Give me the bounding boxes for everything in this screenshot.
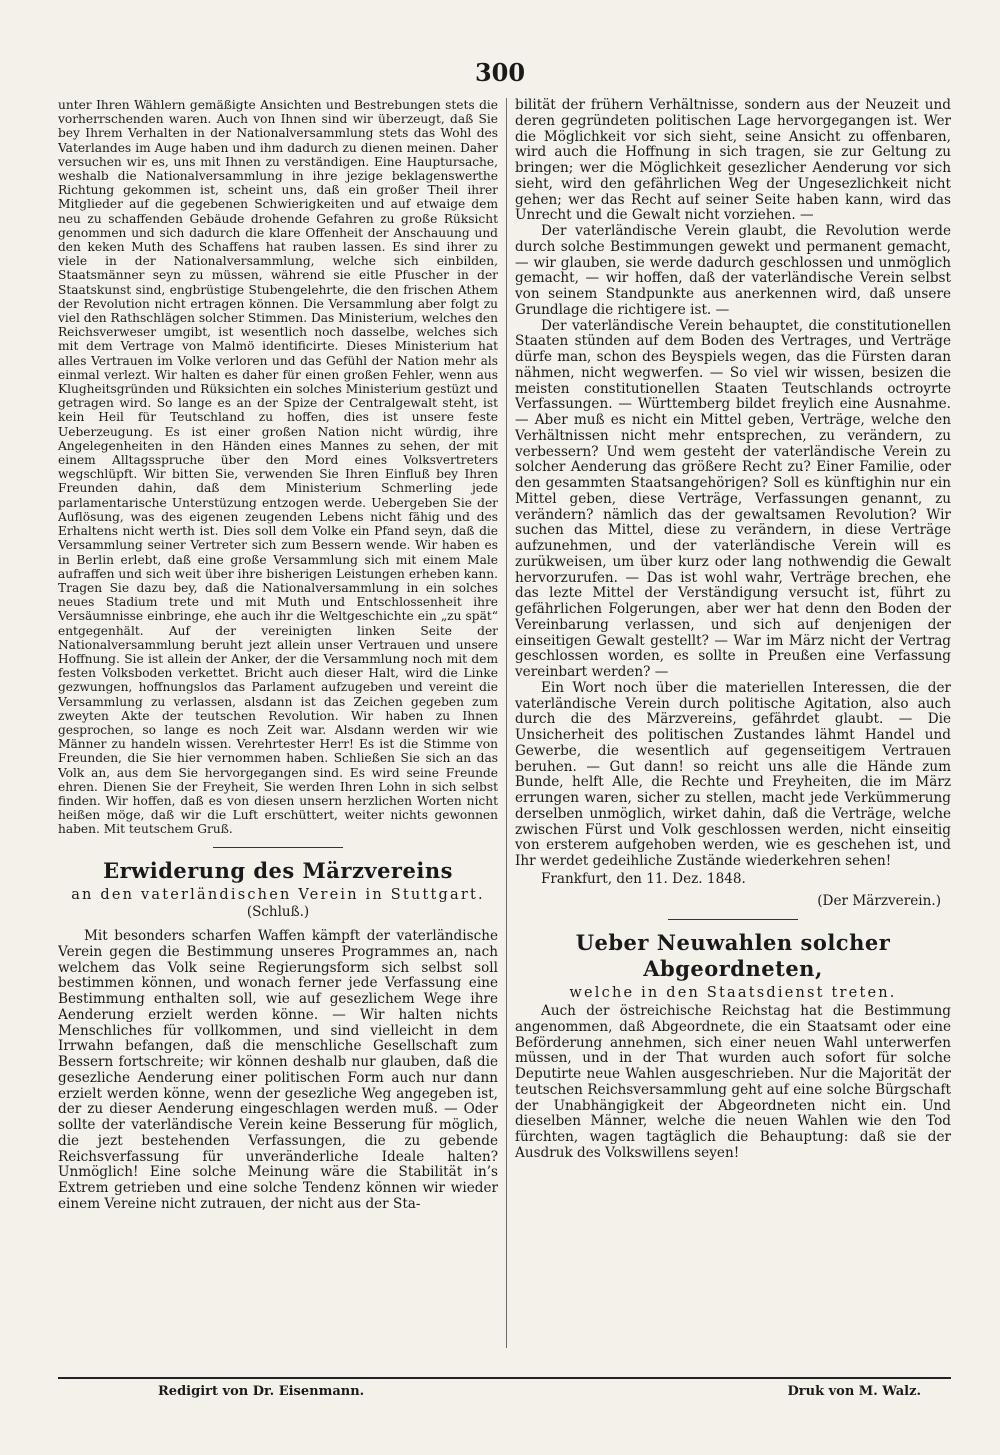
paragraph-4: Ein Wort noch über die materiellen Interessen, die der vaterländische Verein durch politische Agitation, also auch durch die des Märzvereins, gefährdet glaubt. — Die Unsicherheit des politischen Zustandes lähmt Handel und Gewerbe, die wesentlich auf gegenseitigem Vertrauen beruhen. — Gut dann! so reicht uns alle die Hände zum Bunde, helft Alle, die Rechte und Freyheiten, die im März errungen waren, sicher zu stellen, macht jede Verkümmerung derselben unmöglich, wirket dahin, daß die Verträge, welche zwischen Fürst und Volk geschlossen werden, nicht einseitig von ersterem aufgehoben werden, wie es geschehen ist, und Ihr werdet gedeihliche Zustände wiederkehren sehen! xyxy=(515,679,951,869)
dateline: Frankfurt, den 11. Dez. 1848. xyxy=(541,870,746,887)
article-note: (Schluß.) xyxy=(246,904,310,921)
article-paragraph-maerzverein: Mit besonders scharfen Waffen kämpft der vaterländische Verein gegen die Bestimmung unseres Programmes an, nach welchem das Volk seine Regierungsform sich selbst soll bestimmen können, und wonach ferner jede Verfassung eine Bestimmung enthalten soll, wie auf gesezlichem Wege ihre Aenderung erzielt werden könne. — Wir halten nichts Menschliches für vollkommen, und sind vielleicht in dem Irrwahn befangen, daß die menschliche Gesellschaft zum Bessern fortschreite; wir können deshalb nur glauben, daß die gesezliche Aenderung einer politischen Form auch nur dann erzielt werden könne, wenn der gesezliche Weg angegeben ist, der zu dieser Aenderung eingeschlagen werden muß. — Oder sollte der vaterländische Verein keine Besserung für möglich, die jezt bestehenden Verfassungen, die zu gebende Reichsverfassung für unveränderliche Ideale halten? Unmöglich! Eine solche Meinung wäre die Stabilität in’s Extrem getrieben und eine solche Tendenz können wir wieder einem Vereine nicht zutrauen, der nicht aus der Sta- xyxy=(58,928,498,1212)
left-column xyxy=(58,98,498,1363)
printer-credit: Druk von M. Walz. xyxy=(787,1384,921,1399)
editor-credit: Redigirt von Dr. Eisenmann. xyxy=(158,1384,365,1399)
paragraph-2: Der vaterländische Verein glaubt, die Revolution werde durch solche Bestimmungen gewekt und permanent gemacht, — wir glauben, sie werde dadurch geschlossen und unmöglich gemacht, — wir hoffen, daß der vaterländische Verein selbst von seinem Standpunkte aus anerkennen wird, daß unsere Grundlage die richtigere ist. — xyxy=(515,223,951,318)
paragraph-3: Der vaterländische Verein behauptet, die constitutionellen Staaten stünden auf dem Boden des Vertrages, und Verträge dürfe man, schon des Beyspiels wegen, das die Fürsten daran nähmen, nicht wegwerfen. — So viel wir wissen, besizen die meisten constitutionellen Staaten Teutschlands octroyrte Verfassungen. — Württemberg bildet freylich eine Ausnahme. — Aber muß es nicht ein Mittel geben, Verträge, welche den Verhältnissen nicht mehr entsprechen, zu verändern, zu verbessern? Und wem gesteht der vaterländische Verein zu solcher Aenderung das größere Recht zu? Einer Familie, oder den gesammten Staatsangehörigen? Soll es künftighin nur ein Mittel geben, diese Verträge, Verfassungen genannt, zu verändern? nämlich das der gewaltsamen Revolution? Wir suchen das Mittel, diese zu verändern, in diese Verträge aufzunehmen, und der vaterländische Verein will es zurükweisen, um über kurz oder lang nothwendig die Gewalt hervorzurufen. — Das ist wohl wahr, Verträge brechen, ehe das lezte Mittel der Verständigung versucht ist, führt zu gefährlichen Folgerungen, aber wer hat denn den Boden der Vereinbarung verlassen, und sich auf denjenigen der einseitigen Gewalt gestellt? — War im März nicht der Vertrag geschlossen worden, es sollte in Preußen eine Verfassung vereinbart werden? — xyxy=(515,317,951,680)
article-paragraph-neuwahlen: Auch der östreichische Reichstag hat die Bestimmung angenommen, daß Abgeordnete, die ein Staatsamt oder eine Beförderung annehmen, sich einer neuen Wahl unterwerfen müssen, und in der That wurden auch sofort für solche Deputirte neue Wahlen ausgeschrieben. Nur die Majorität der teutschen Reichsversammlung geht auf eine solche Bürgschaft der Unabhängigkeit der Abgeordneten nicht ein. Und dieselben Männer, welche die neuen Wahlen wie den Tod fürchten, wagen tagtäglich die Behauptung: daß sie der Ausdruk des Volkswillens seyen! xyxy=(515,1003,951,1161)
signature: (Der Märzverein.) xyxy=(817,892,941,909)
column-divider xyxy=(506,98,507,1348)
article-divider xyxy=(668,919,798,920)
page-number: 300 xyxy=(474,58,526,87)
right-column xyxy=(515,98,951,1363)
article-subtitle-maerzverein: an den vaterländischen Verein in Stuttgart. xyxy=(71,886,485,903)
intro-paragraph: unter Ihren Wählern gemäßigte Ansichten und Bestrebungen stets die vorherrschenden waren. Auch von Ihnen sind wir überzeugt, daß Sie bey Ihrem Verhalten in der Nationalversammlung stets das Wohl des Vaterlandes im Auge haben und ihm dadurch zu dienen meinen. Daher versuchen wir es, uns mit Ihnen zu verständigen. Eine Hauptursache, weshalb die Nationalversammlung in ihre jezige beklagenswerthe Richtung gekommen ist, scheint uns, daß ein großer Theil ihrer Mitglieder auf die gegebenen Schwierigkeiten und auf etwaige dem neu zu schaffenden Gebäude drohende Gefahren zu große Rüksicht genommen und sich dadurch die klare Offenheit der Anschauung und den keken Muth des Schaffens hat rauben lassen. Es sind ihrer zu viele in der Nationalversammlung, welche sich einbilden, Staatsmänner seyn zu müssen, während sie eitle Pfuscher in der Staatskunst sind, engbrüstige Stubengelehrte, die den frischen Athem der Revolution nicht ertragen können. Die Versammlung aber folgt zu viel den Rathschlägen solcher Stimmen. Das Ministerium, welches den Reichsverweser umgibt, ist wesentlich noch dasselbe, welches sich mit dem Vertrage von Malmö identificirte. Dieses Ministerium hat alles Vertrauen im Volke verloren und das Gefühl der Nation mehr als einmal verlezt. Wir halten es daher für einen großen Fehler, wenn aus Klugheitsgründen und Rüksichten ein solches Ministerium gestüzt und getragen wird. So lange es an der Spize der Centralgewalt steht, ist kein Heil für Teutschland zu hoffen, dies ist unsere feste Ueberzeugung. Es ist einer großen Nation nicht würdig, ihre Angelegenheiten in den Händen eines Mannes zu sehen, der mit einem Alltagsspruche über den Mord eines Volksvertreters wegschlüpft. Wir bitten Sie, verwenden Sie Ihren Einfluß bey Ihren Freunden dahin, daß dem Ministerium Schmerling jede parlamentarische Unterstüzung entzogen werde. Uebergeben Sie der Auflösung, was des eigenen zeugenden Lebens nicht fähig und des Erhaltens nicht werth ist. Dies soll dem Volke ein Pfand seyn, daß die Versammlung seiner Vertreter sich zum Bessern wende. Wir haben es in Berlin erlebt, daß eine große Versammlung sich mit einem Male aufraffen und sich weit über ihre bisherigen Leistungen erheben kann. Tragen Sie dazu bey, daß die Nationalversammlung in ein solches neues Stadium trete und mit Muth und Entschlossenheit ihre Versäumnisse einbringe, ehe auch ihr die Weltgeschichte ein „zu spät“ entgegenhält. Auf der vereinigten linken Seite der Nationalversammlung beruht jezt allein unser Vertrauen und unsere Hoffnung. Sie ist allein der Anker, der die Versammlung noch mit dem festen Volksboden verkettet. Bricht auch dieser Halt, wird die Linke gezwungen, hoffnungslos das Parlament aufzugeben und vereint die Versammlung zu verlassen, alsdann ist das Zeichen gegeben zum zweyten Akte der teutschen Revolution. Wir haben zu Ihnen gesprochen, so lange es noch Zeit war. Alsdann werden wir wie Männer zu handeln wissen. Verehrtester Herr! Es ist die Stimme von Freunden, die Sie hier vernommen haben. Schließen Sie sich an das Volk an, aus dem Sie hervorgegangen sind. Es wird seine Freunde ehren. Dienen Sie der Freyheit, Sie werden Ihren Lohn in sich selbst finden. Wir hoffen, daß es von diesen unsern herzlichen Worten nicht heißen möge, daß wir die Luft erschüttert, weiter nichts gewonnen haben. Mit teutschem Gruß. xyxy=(58,98,498,837)
article-title-maerzverein: Erwiderung des Märzvereins xyxy=(103,857,453,883)
article-subtitle-neuwahlen: welche in den Staatsdienst treten. xyxy=(569,985,897,1002)
article-title-neuwahlen: Ueber Neuwahlen solcher Abgeordneten, xyxy=(575,930,891,982)
footer-rule xyxy=(58,1377,951,1379)
continuation-paragraph: bilität der frühern Verhältnisse, sondern aus der Neuzeit und deren gegründeten politischen Lage hervorgegangen ist. Wer die Möglichkeit vor sich sieht, seine Ansicht zu offenbaren, wird auch die Hoffnung in sich tragen, sie zur Geltung zu bringen; wer die Möglichkeit gesezlicher Aenderung vor sich sieht, wird den gefährlichen Weg der Ungesezlichkeit nicht gehen; wer das Recht auf seiner Seite haben kann, wird das Unrecht und die Gewalt nicht vorziehen. — xyxy=(515,98,951,224)
article-divider xyxy=(213,847,343,848)
